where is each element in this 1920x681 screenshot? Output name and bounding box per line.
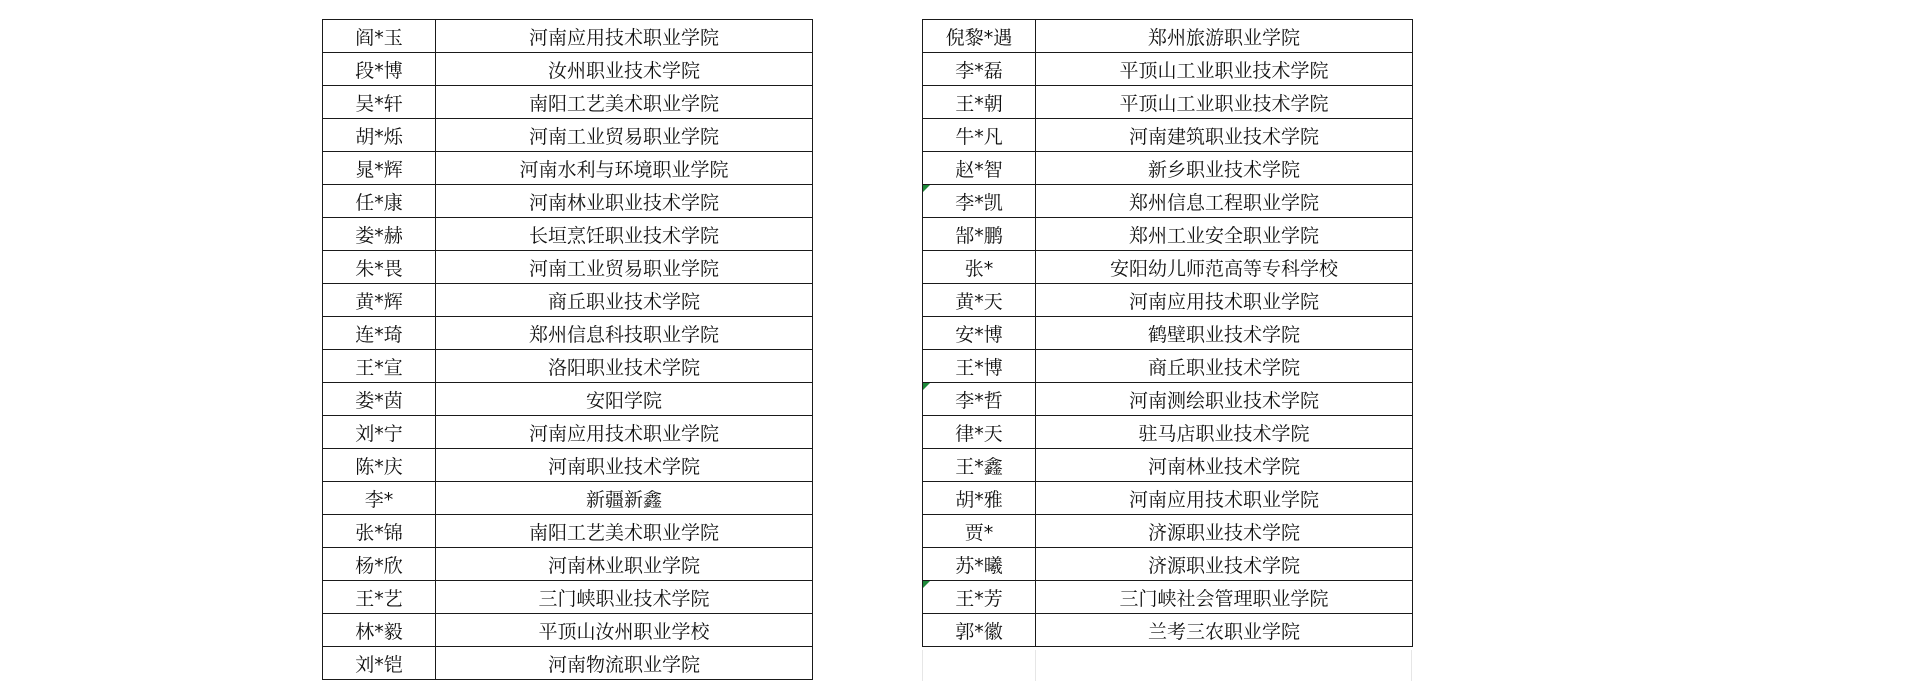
table-row [923, 53, 1413, 86]
right-name-school-table [922, 19, 1413, 647]
school-name-cell[interactable]: 平顶山汝州职业学校 [436, 614, 813, 647]
school-name-cell[interactable]: 河南建筑职业技术学院 [1036, 119, 1413, 152]
table-row [923, 581, 1413, 614]
school-name-cell[interactable]: 鹤壁职业技术学院 [1036, 317, 1413, 350]
student-name-cell[interactable]: 陈*庆 [323, 449, 436, 482]
school-name-cell[interactable]: 南阳工艺美术职业学院 [436, 86, 813, 119]
school-name-cell[interactable]: 河南应用技术职业学院 [1036, 482, 1413, 515]
student-name-cell[interactable]: 胡*烁 [323, 119, 436, 152]
table-row [323, 614, 813, 647]
table-row [923, 482, 1413, 515]
table-row [323, 119, 813, 152]
school-name-cell[interactable]: 河南物流职业学院 [436, 647, 813, 680]
table-row [923, 152, 1413, 185]
table-row [923, 548, 1413, 581]
student-name-cell[interactable]: 王*鑫 [923, 449, 1036, 482]
student-name-cell[interactable]: 倪黎*遇 [923, 20, 1036, 53]
school-name-cell[interactable]: 三门峡职业技术学院 [436, 581, 813, 614]
school-name-cell[interactable]: 驻马店职业技术学院 [1036, 416, 1413, 449]
school-name-cell[interactable]: 商丘职业技术学院 [436, 284, 813, 317]
table-row [323, 53, 813, 86]
school-name-cell[interactable]: 兰考三农职业学院 [1036, 614, 1413, 647]
table-row [323, 251, 813, 284]
school-name-cell[interactable]: 郑州工业安全职业学院 [1036, 218, 1413, 251]
school-name-cell[interactable]: 河南应用技术职业学院 [1036, 284, 1413, 317]
student-name-cell[interactable]: 王*朝 [923, 86, 1036, 119]
student-name-cell[interactable]: 郭*徽 [923, 614, 1036, 647]
student-name-cell[interactable]: 王*艺 [323, 581, 436, 614]
left-table-body [323, 20, 813, 680]
school-name-cell[interactable]: 河南工业贸易职业学院 [436, 251, 813, 284]
student-name-cell[interactable]: 王*博 [923, 350, 1036, 383]
school-name-cell[interactable]: 长垣烹饪职业技术学院 [436, 218, 813, 251]
student-name-cell[interactable]: 苏*曦 [923, 548, 1036, 581]
table-row [323, 317, 813, 350]
school-name-cell[interactable]: 新乡职业技术学院 [1036, 152, 1413, 185]
table-row [323, 350, 813, 383]
student-name-cell[interactable]: 贾* [923, 515, 1036, 548]
school-name-cell[interactable]: 平顶山工业职业技术学院 [1036, 86, 1413, 119]
table-row [923, 317, 1413, 350]
school-name-cell[interactable]: 河南应用技术职业学院 [436, 416, 813, 449]
school-name-cell[interactable]: 平顶山工业职业技术学院 [1036, 53, 1413, 86]
student-name-cell[interactable]: 王*芳 [923, 581, 1036, 614]
table-row [323, 383, 813, 416]
table-row [323, 86, 813, 119]
school-name-cell[interactable]: 济源职业技术学院 [1036, 548, 1413, 581]
student-name-cell[interactable]: 李*磊 [923, 53, 1036, 86]
student-name-cell[interactable]: 胡*雅 [923, 482, 1036, 515]
left-name-school-table [322, 19, 813, 680]
student-name-cell[interactable]: 黄*辉 [323, 284, 436, 317]
table-row [323, 515, 813, 548]
student-name-cell[interactable]: 段*博 [323, 53, 436, 86]
school-name-cell[interactable]: 洛阳职业技术学院 [436, 350, 813, 383]
right-table-body [923, 20, 1413, 647]
school-name-cell[interactable]: 安阳学院 [436, 383, 813, 416]
school-name-cell[interactable]: 河南林业职业学院 [436, 548, 813, 581]
table-row [923, 119, 1413, 152]
student-name-cell[interactable]: 连*琦 [323, 317, 436, 350]
school-name-cell[interactable]: 河南林业职业技术学院 [436, 185, 813, 218]
school-name-cell[interactable]: 商丘职业技术学院 [1036, 350, 1413, 383]
student-name-cell[interactable]: 张*锦 [323, 515, 436, 548]
table-row [923, 614, 1413, 647]
school-name-cell[interactable]: 郑州信息工程职业学院 [1036, 185, 1413, 218]
student-name-cell[interactable]: 杨*欣 [323, 548, 436, 581]
table-row [923, 284, 1413, 317]
student-name-cell[interactable]: 律*天 [923, 416, 1036, 449]
student-name-cell[interactable]: 吴*轩 [323, 86, 436, 119]
table-row [923, 416, 1413, 449]
student-name-cell[interactable]: 李*哲 [923, 383, 1036, 416]
empty-grid-cells [922, 650, 1412, 681]
table-row [923, 86, 1413, 119]
table-row [323, 218, 813, 251]
school-name-cell[interactable]: 安阳幼儿师范高等专科学校 [1036, 251, 1413, 284]
school-name-cell[interactable]: 南阳工艺美术职业学院 [436, 515, 813, 548]
student-name-cell[interactable]: 李* [323, 482, 436, 515]
student-name-cell[interactable]: 任*康 [323, 185, 436, 218]
student-name-cell[interactable]: 郜*鹏 [923, 218, 1036, 251]
student-name-cell[interactable]: 赵*智 [923, 152, 1036, 185]
student-name-cell[interactable]: 王*宣 [323, 350, 436, 383]
table-row [323, 548, 813, 581]
table-row [923, 251, 1413, 284]
table-row [923, 515, 1413, 548]
school-name-cell[interactable]: 汝州职业技术学院 [436, 53, 813, 86]
table-row [323, 482, 813, 515]
school-name-cell[interactable]: 新疆新鑫 [436, 482, 813, 515]
student-name-cell[interactable]: 黄*天 [923, 284, 1036, 317]
student-name-cell[interactable]: 娄*赫 [323, 218, 436, 251]
student-name-cell[interactable]: 刘*铠 [323, 647, 436, 680]
student-name-cell[interactable]: 林*毅 [323, 614, 436, 647]
table-row [923, 449, 1413, 482]
table-row [323, 581, 813, 614]
student-name-cell[interactable]: 晁*辉 [323, 152, 436, 185]
school-name-cell[interactable]: 济源职业技术学院 [1036, 515, 1413, 548]
school-name-cell[interactable]: 河南应用技术职业学院 [436, 20, 813, 53]
school-name-cell[interactable]: 三门峡社会管理职业学院 [1036, 581, 1413, 614]
student-name-cell[interactable]: 张* [923, 251, 1036, 284]
student-name-cell[interactable]: 娄*茵 [323, 383, 436, 416]
student-name-cell[interactable]: 刘*宁 [323, 416, 436, 449]
table-row [923, 383, 1413, 416]
student-name-cell[interactable]: 阎*玉 [323, 20, 436, 53]
school-name-cell[interactable]: 郑州旅游职业学院 [1036, 20, 1413, 53]
school-name-cell[interactable]: 河南水利与环境职业学院 [436, 152, 813, 185]
student-name-cell[interactable]: 李*凯 [923, 185, 1036, 218]
table-row [923, 218, 1413, 251]
student-name-cell[interactable]: 牛*凡 [923, 119, 1036, 152]
table-row [323, 647, 813, 680]
school-name-cell[interactable]: 河南工业贸易职业学院 [436, 119, 813, 152]
school-name-cell[interactable]: 河南职业技术学院 [436, 449, 813, 482]
school-name-cell[interactable]: 河南测绘职业技术学院 [1036, 383, 1413, 416]
table-row [323, 449, 813, 482]
table-row [923, 20, 1413, 53]
student-name-cell[interactable]: 朱*畏 [323, 251, 436, 284]
table-row [923, 185, 1413, 218]
table-row [323, 20, 813, 53]
table-row [323, 416, 813, 449]
table-row [323, 185, 813, 218]
table-row [323, 284, 813, 317]
school-name-cell[interactable]: 河南林业技术学院 [1036, 449, 1413, 482]
table-row [923, 350, 1413, 383]
table-row [323, 152, 813, 185]
student-name-cell[interactable]: 安*博 [923, 317, 1036, 350]
school-name-cell[interactable]: 郑州信息科技职业学院 [436, 317, 813, 350]
